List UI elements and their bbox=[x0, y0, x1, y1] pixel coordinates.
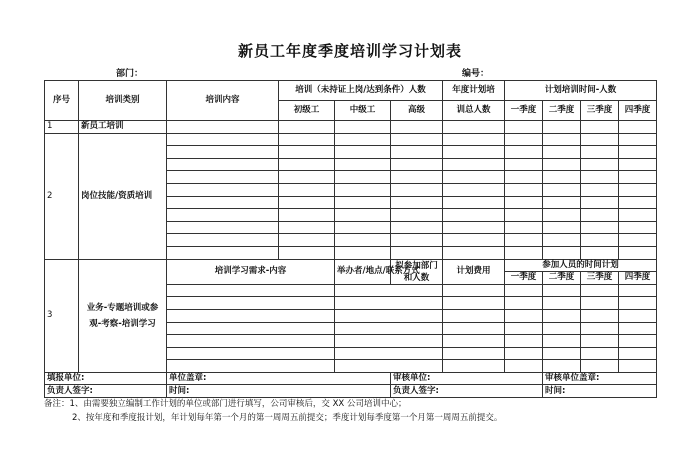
header-q4: 四季度 bbox=[619, 101, 657, 121]
header-people-group: 培训（未持证上岗/达到条件）人数 bbox=[279, 81, 443, 101]
header-q3: 三季度 bbox=[581, 101, 619, 121]
header-q1: 一季度 bbox=[505, 101, 543, 121]
s3-q3: 三季度 bbox=[581, 272, 619, 285]
time-label-1: 时间: bbox=[167, 385, 391, 398]
header-content: 培训内容 bbox=[167, 81, 279, 121]
header-senior: 高级 bbox=[391, 101, 443, 121]
s3-need-header: 培训学习需求-内容 bbox=[167, 259, 335, 284]
row3-type: 业务-专题培训或参 观-考察-培训学习 bbox=[79, 259, 167, 372]
table-row bbox=[45, 121, 657, 134]
row2-type: 岗位技能/资质培训 bbox=[79, 133, 167, 259]
s3-org-header: 举办者/地点/联系方式 bbox=[335, 259, 391, 284]
row1-type: 新员工培训 bbox=[79, 121, 167, 134]
header-type: 培训类别 bbox=[79, 81, 167, 121]
note-1: 备注：1、由需要独立编制工作计划的单位或部门进行填写，公司审核后，交 XX 公司培训中心； bbox=[44, 399, 407, 409]
header-middle: 中级工 bbox=[335, 101, 391, 121]
table-row bbox=[45, 133, 657, 146]
code-label: 编号： bbox=[462, 69, 490, 79]
row3-seq: 3 bbox=[45, 259, 79, 372]
header-annual-line2: 训总人数 bbox=[443, 101, 505, 121]
review-seal-label: 审核单位盖章: bbox=[543, 372, 657, 385]
header-q2: 二季度 bbox=[543, 101, 581, 121]
s3-dept-header: 拟参加部门 和人数 bbox=[391, 259, 443, 284]
header-seq: 序号 bbox=[45, 81, 79, 121]
unit-seal-label: 单位盖章: bbox=[167, 372, 391, 385]
page-title: 新员工年度季度培训学习计划表 bbox=[237, 42, 462, 60]
row2-seq: 2 bbox=[45, 133, 79, 259]
person-sign-label-2: 负责人签字: bbox=[391, 385, 543, 398]
person-sign-label: 负责人签字: bbox=[45, 385, 167, 398]
time-label-2: 时间: bbox=[543, 385, 657, 398]
row1-seq: 1 bbox=[45, 121, 79, 134]
s3-q2: 二季度 bbox=[543, 272, 581, 285]
s3-q4: 四季度 bbox=[619, 272, 657, 285]
header-annual-line1: 年度计划培 bbox=[443, 81, 505, 101]
s3-q1: 一季度 bbox=[505, 272, 543, 285]
notes bbox=[44, 397, 502, 425]
s3-fee-header: 计划费用 bbox=[443, 259, 505, 284]
department-label: 部门： bbox=[116, 69, 144, 79]
header-time-group: 计划培训时间-人数 bbox=[505, 81, 657, 101]
fill-unit-label: 填报单位: bbox=[45, 372, 167, 385]
header-junior: 初级工 bbox=[279, 101, 335, 121]
training-plan-table bbox=[44, 80, 657, 398]
note-2: 2、按年度和季度报计划，年计划每年第一个月的第一周周五前提交；季度计划每季度第一个月第一周周五前提交。 bbox=[72, 413, 503, 423]
review-unit-label: 审核单位: bbox=[391, 372, 543, 385]
s3-time-group: 参加人员的时间计划 bbox=[505, 259, 657, 272]
